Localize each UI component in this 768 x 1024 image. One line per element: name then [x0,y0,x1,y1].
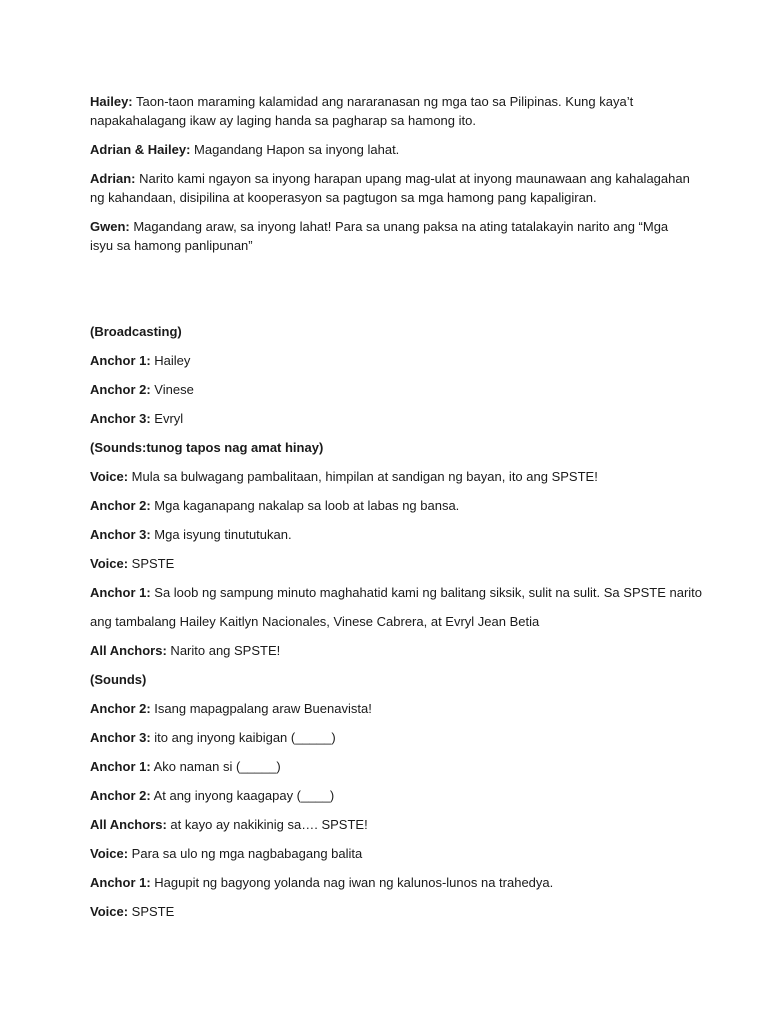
speaker-name: Anchor 3: [90,527,151,542]
script-line [90,467,690,486]
speaker-name: All Anchors: [90,817,167,832]
script-line [90,728,690,747]
script-text: ang tambalang Hailey Kaitlyn Nacionales, Vinese Cabrera, at Evryl Jean Betia [90,614,540,629]
script-line [90,641,690,660]
script-text: Ako naman si (_____) [150,759,281,774]
script-text: Sa loob ng sampung minuto maghahatid kami ng balitang siksik, sulit na sulit. Sa SPSTE narito [150,585,703,600]
script-line [90,525,690,544]
speaker-name: Voice: [90,846,129,861]
dialogue-text: Magandang araw, sa inyong lahat! Para sa unang paksa na ating tatalakayin narito ang “Mga isyu sa hamong panlipunan” [90,219,669,253]
script-text: At ang inyong kaagapay (____) [150,788,335,803]
script-text: SPSTE [128,556,175,571]
document-page [90,92,703,931]
dialogue-line [90,169,690,207]
script-text: Hagupit ng bagyong yolanda nag iwan ng kalunos-lunos na trahedya. [150,875,554,890]
script-line [90,844,690,863]
script-line [90,873,690,892]
speaker-name: Anchor 1: [90,759,151,774]
script-text: ito ang inyong kaibigan (_____) [150,730,336,745]
script-line [90,902,690,921]
speaker-name: Voice: [90,469,129,484]
script-line [90,496,690,515]
script-line [90,757,690,776]
speaker-name: Anchor 3: [90,411,151,426]
script-line [90,409,690,428]
dialogue-line [90,217,690,255]
script-line [90,438,690,457]
script-line [90,351,690,370]
script-line-continuation [90,612,690,631]
speaker-name: All Anchors: [90,643,167,658]
speaker-name: Anchor 2: [90,701,151,716]
speaker-name: Hailey: [90,94,133,109]
script-text: Mga kaganapang nakalap sa loob at labas ng bansa. [150,498,460,513]
script-line [90,322,690,341]
dialogue-text: Magandang Hapon sa inyong lahat. [190,142,400,157]
script-text: Isang mapagpalang araw Buenavista! [150,701,372,716]
script-text: Para sa ulo ng mga nagbabagang balita [128,846,363,861]
script-text: Evryl [150,411,184,426]
stage-direction: (Sounds) [90,672,147,687]
stage-direction: (Broadcasting) [90,324,182,339]
script-line [90,670,690,689]
speaker-name: Voice: [90,904,129,919]
script-line [90,699,690,718]
speaker-name: Anchor 2: [90,788,151,803]
speaker-name: Anchor 2: [90,382,151,397]
dialogue-text: Narito kami ngayon sa inyong harapan upang mag-ulat at inyong maunawaan ang kahalagahan ng kahandaan, disipilina at kooperasyon sa pagtugon sa mga hamong pang kapaligiran. [90,171,690,205]
speaker-name: Anchor 2: [90,498,151,513]
speaker-name: Anchor 1: [90,875,151,890]
speaker-name: Anchor 3: [90,730,151,745]
script-text: Narito ang SPSTE! [166,643,281,658]
script-text: Vinese [150,382,194,397]
stage-direction: (Sounds:tunog tapos nag amat hinay) [90,440,324,455]
dialogue-text: Taon-taon maraming kalamidad ang nararanasan ng mga tao sa Pilipinas. Kung kaya’t napakahalagang ikaw ay laging handa sa pagharap sa hamong ito. [90,94,634,128]
script-text: at kayo ay nakikinig sa…. SPSTE! [166,817,368,832]
script-text: SPSTE [128,904,175,919]
speaker-name: Anchor 1: [90,585,151,600]
script-line [90,554,690,573]
script-line [90,815,690,834]
script-line [90,583,703,602]
script-line [90,786,690,805]
blank-space [90,265,690,322]
speaker-name: Gwen: [90,219,130,234]
speaker-name: Adrian & Hailey: [90,142,191,157]
speaker-name: Voice: [90,556,129,571]
script-text: Hailey [150,353,191,368]
script-text: Mula sa bulwagang pambalitaan, himpilan at sandigan ng bayan, ito ang SPSTE! [128,469,598,484]
script-text: Mga isyung tinututukan. [150,527,292,542]
dialogue-line [90,140,690,159]
script-line [90,380,690,399]
speaker-name: Anchor 1: [90,353,151,368]
dialogue-line [90,92,690,130]
speaker-name: Adrian: [90,171,136,186]
